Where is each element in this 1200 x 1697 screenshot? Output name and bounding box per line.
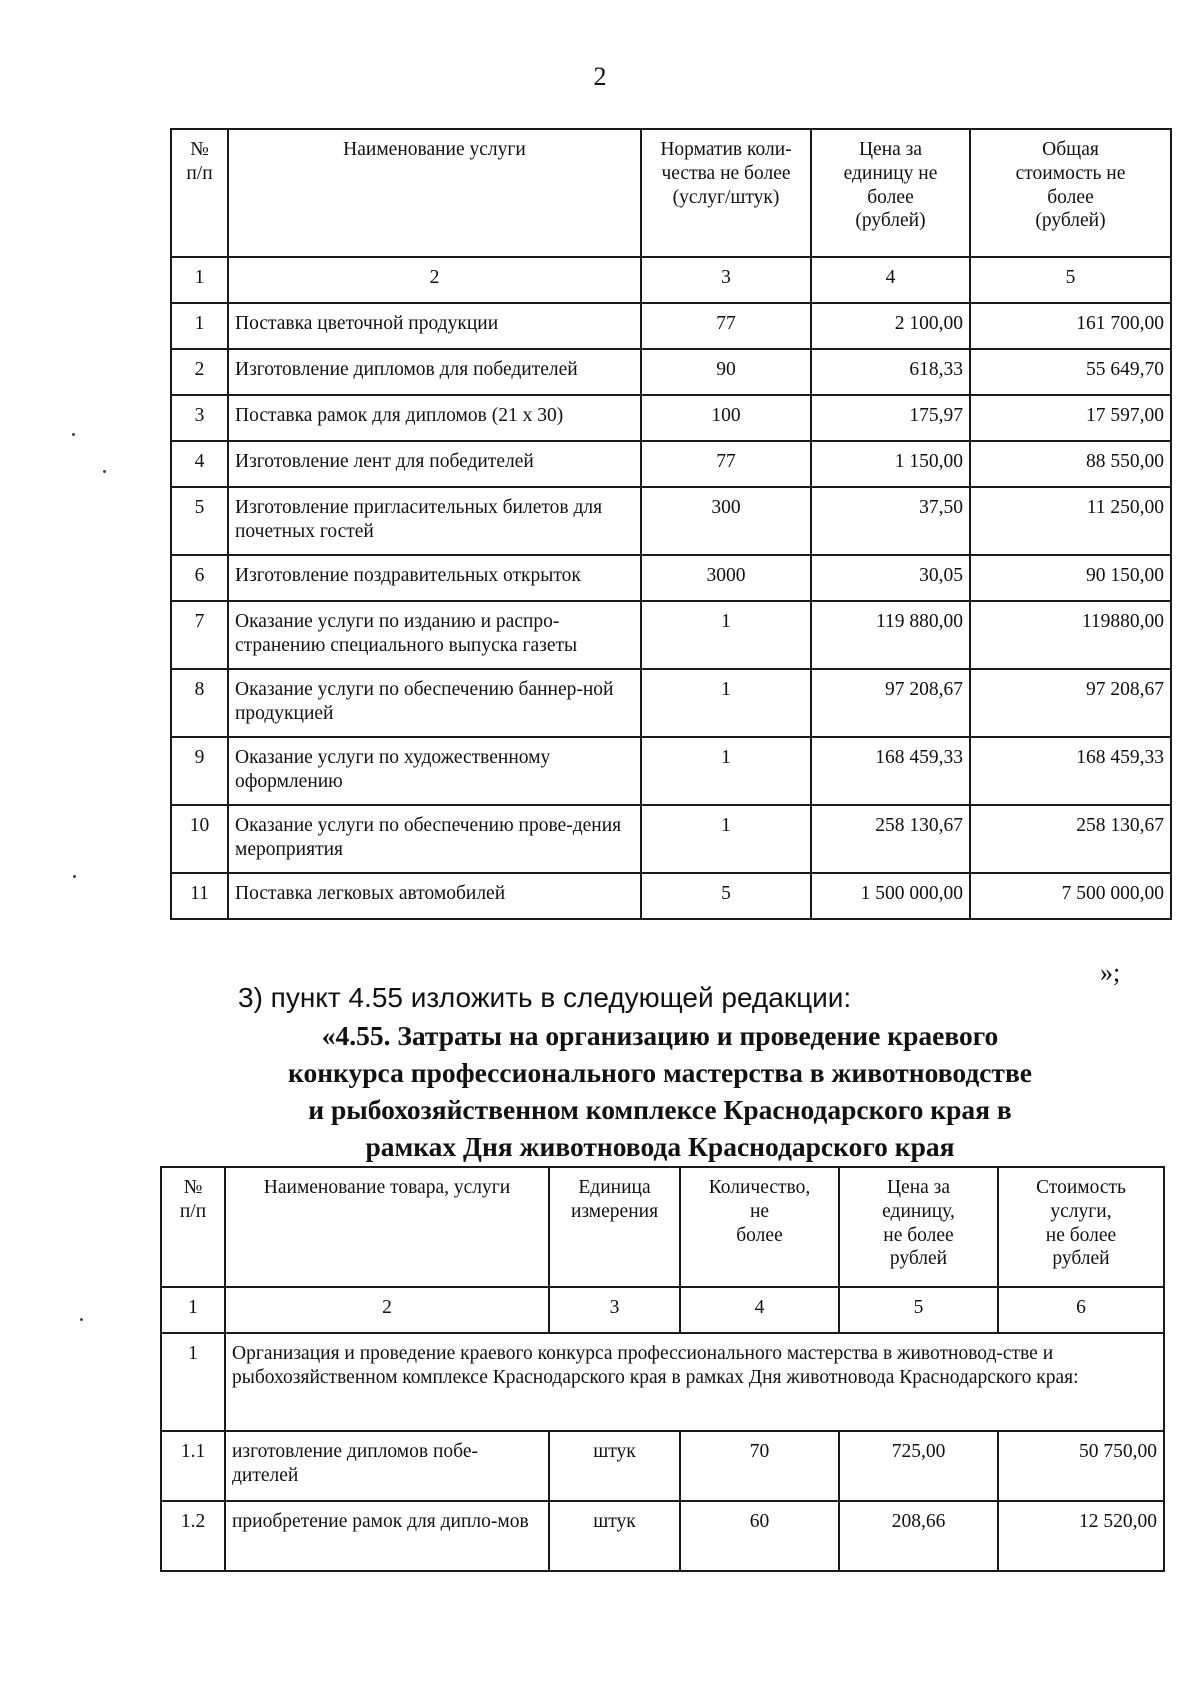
unit-price: 168 459,33 (811, 737, 970, 805)
quantity-norm: 77 (641, 303, 811, 349)
group-row-text: Организация и проведение краевого конкурса профессионального мастерства в животновод-стве и рыбохозяйственном комплексе Краснодарского края в рамках Дня животновода Краснодарского края: (225, 1333, 1164, 1431)
unit-price: 725,00 (839, 1431, 998, 1501)
service-name: Оказание услуги по художественному оформлению (228, 737, 641, 805)
quantity-norm: 1 (641, 805, 811, 873)
scan-speck (72, 433, 75, 436)
table2-column-number: 5 (839, 1287, 998, 1333)
table1-row (171, 555, 1171, 601)
table2-column-number: 6 (998, 1287, 1164, 1333)
row-number: 9 (171, 737, 228, 805)
page-number: 2 (593, 62, 607, 91)
unit-price: 618,33 (811, 349, 970, 395)
quantity-norm: 100 (641, 395, 811, 441)
table2-row (161, 1431, 1164, 1501)
table2-column-number-row (161, 1287, 1164, 1333)
service-name: Поставка цветочной продукции (228, 303, 641, 349)
total-cost: 11 250,00 (970, 487, 1171, 555)
unit-price: 97 208,67 (811, 669, 970, 737)
total-cost: 12 520,00 (998, 1501, 1164, 1571)
amendment-item-text: 3) пункт 4.55 изложить в следующей редакции: (238, 982, 852, 1013)
unit-price: 2 100,00 (811, 303, 970, 349)
quantity-norm: 1 (641, 669, 811, 737)
total-cost: 97 208,67 (970, 669, 1171, 737)
closing-quote-mark: »; (1100, 958, 1121, 987)
table2-header: Наименование товара, услуги (225, 1167, 549, 1287)
row-number: 1.2 (161, 1501, 225, 1571)
total-cost: 90 150,00 (970, 555, 1171, 601)
table1-row (171, 737, 1171, 805)
total-cost: 168 459,33 (970, 737, 1171, 805)
table1-column-number-row (171, 257, 1171, 303)
service-name: Оказание услуги по обеспечению прове-дения мероприятия (228, 805, 641, 873)
table2-column-number: 4 (680, 1287, 839, 1333)
total-cost: 88 550,00 (970, 441, 1171, 487)
quantity-norm: 5 (641, 873, 811, 919)
quantity-norm: 1 (641, 601, 811, 669)
table1-header: Общая стоимость не более (рублей) (970, 129, 1171, 257)
section-heading-line: рамках Дня животновода Краснодарского края (365, 1130, 955, 1162)
table1-row (171, 805, 1171, 873)
row-number: 1.1 (161, 1431, 225, 1501)
unit-price: 119 880,00 (811, 601, 970, 669)
total-cost: 119880,00 (970, 601, 1171, 669)
quantity-norm: 77 (641, 441, 811, 487)
total-cost: 17 597,00 (970, 395, 1171, 441)
item-name: приобретение рамок для дипло-мов (225, 1501, 549, 1571)
row-number: 8 (171, 669, 228, 737)
table1-header: Цена за единицу не более (рублей) (811, 129, 970, 257)
total-cost: 258 130,67 (970, 805, 1171, 873)
service-name: Изготовление пригласительных билетов для почетных гостей (228, 487, 641, 555)
table1-column-number: 5 (970, 257, 1171, 303)
table2-header: Стоимость услуги, не более рублей (998, 1167, 1164, 1287)
table1-row (171, 303, 1171, 349)
group-row-number: 1 (161, 1333, 225, 1431)
table2-header: Количество, не более (680, 1167, 839, 1287)
section-heading-line: и рыбохозяйственном комплексе Краснодарского края в (308, 1093, 1012, 1125)
row-number: 7 (171, 601, 228, 669)
table1-header: Норматив коли- чества не более (услуг/штук) (641, 129, 811, 257)
table1-row (171, 395, 1171, 441)
section-heading-line: «4.55. Затраты на организацию и проведение краевого (321, 1020, 999, 1051)
quantity-norm: 90 (641, 349, 811, 395)
unit-price: 175,97 (811, 395, 970, 441)
table2-column-number: 2 (225, 1287, 549, 1333)
table1-column-number: 2 (228, 257, 641, 303)
service-name: Поставка легковых автомобилей (228, 873, 641, 919)
service-name: Оказание услуги по изданию и распро-странению специального выпуска газеты (228, 601, 641, 669)
quantity: 60 (680, 1501, 839, 1571)
service-name: Оказание услуги по обеспечению баннер-ной продукцией (228, 669, 641, 737)
table2-column-number: 3 (549, 1287, 680, 1333)
quantity: 70 (680, 1431, 839, 1501)
table2-group-row (161, 1333, 1164, 1431)
table1-header-row (171, 129, 1171, 257)
section-heading (0, 1018, 1200, 1165)
section-heading-line: конкурса профессионального мастерства в животноводстве (287, 1056, 1033, 1088)
table1-header: Наименование услуги (228, 129, 641, 257)
quantity-norm: 300 (641, 487, 811, 555)
table1-column-number: 3 (641, 257, 811, 303)
row-number: 4 (171, 441, 228, 487)
total-cost: 7 500 000,00 (970, 873, 1171, 919)
service-name: Изготовление дипломов для победителей (228, 349, 641, 395)
scan-speck (80, 1318, 83, 1321)
unit-price: 37,50 (811, 487, 970, 555)
table1-row (171, 349, 1171, 395)
unit-price: 30,05 (811, 555, 970, 601)
row-number: 6 (171, 555, 228, 601)
table1-row (171, 487, 1171, 555)
table2-header: Единица измерения (549, 1167, 680, 1287)
table1-row (171, 601, 1171, 669)
table2-header: Цена за единицу, не более рублей (839, 1167, 998, 1287)
table1-row (171, 669, 1171, 737)
row-number: 11 (171, 873, 228, 919)
table1-row (171, 873, 1171, 919)
table1-header: № п/п (171, 129, 228, 257)
unit-price: 208,66 (839, 1501, 998, 1571)
unit-price: 1 500 000,00 (811, 873, 970, 919)
service-name: Изготовление поздравительных открыток (228, 555, 641, 601)
row-number: 2 (171, 349, 228, 395)
quantity-norm: 3000 (641, 555, 811, 601)
table2-header-row (161, 1167, 1164, 1287)
table2-header: № п/п (161, 1167, 225, 1287)
service-name: Изготовление лент для победителей (228, 441, 641, 487)
unit-of-measure: штук (549, 1501, 680, 1571)
total-cost: 50 750,00 (998, 1431, 1164, 1501)
contest-costs-table (160, 1166, 1165, 1572)
unit-of-measure: штук (549, 1431, 680, 1501)
table2-column-number: 1 (161, 1287, 225, 1333)
row-number: 5 (171, 487, 228, 555)
total-cost: 55 649,70 (970, 349, 1171, 395)
row-number: 1 (171, 303, 228, 349)
unit-price: 1 150,00 (811, 441, 970, 487)
row-number: 3 (171, 395, 228, 441)
item-name: изготовление дипломов побе-дителей (225, 1431, 549, 1501)
row-number: 10 (171, 805, 228, 873)
total-cost: 161 700,00 (970, 303, 1171, 349)
table2-row (161, 1501, 1164, 1571)
unit-price: 258 130,67 (811, 805, 970, 873)
scan-speck (73, 875, 76, 878)
table1-column-number: 4 (811, 257, 970, 303)
services-table (170, 128, 1172, 920)
scan-speck (103, 470, 106, 473)
table1-column-number: 1 (171, 257, 228, 303)
quantity-norm: 1 (641, 737, 811, 805)
table1-row (171, 441, 1171, 487)
service-name: Поставка рамок для дипломов (21 х 30) (228, 395, 641, 441)
